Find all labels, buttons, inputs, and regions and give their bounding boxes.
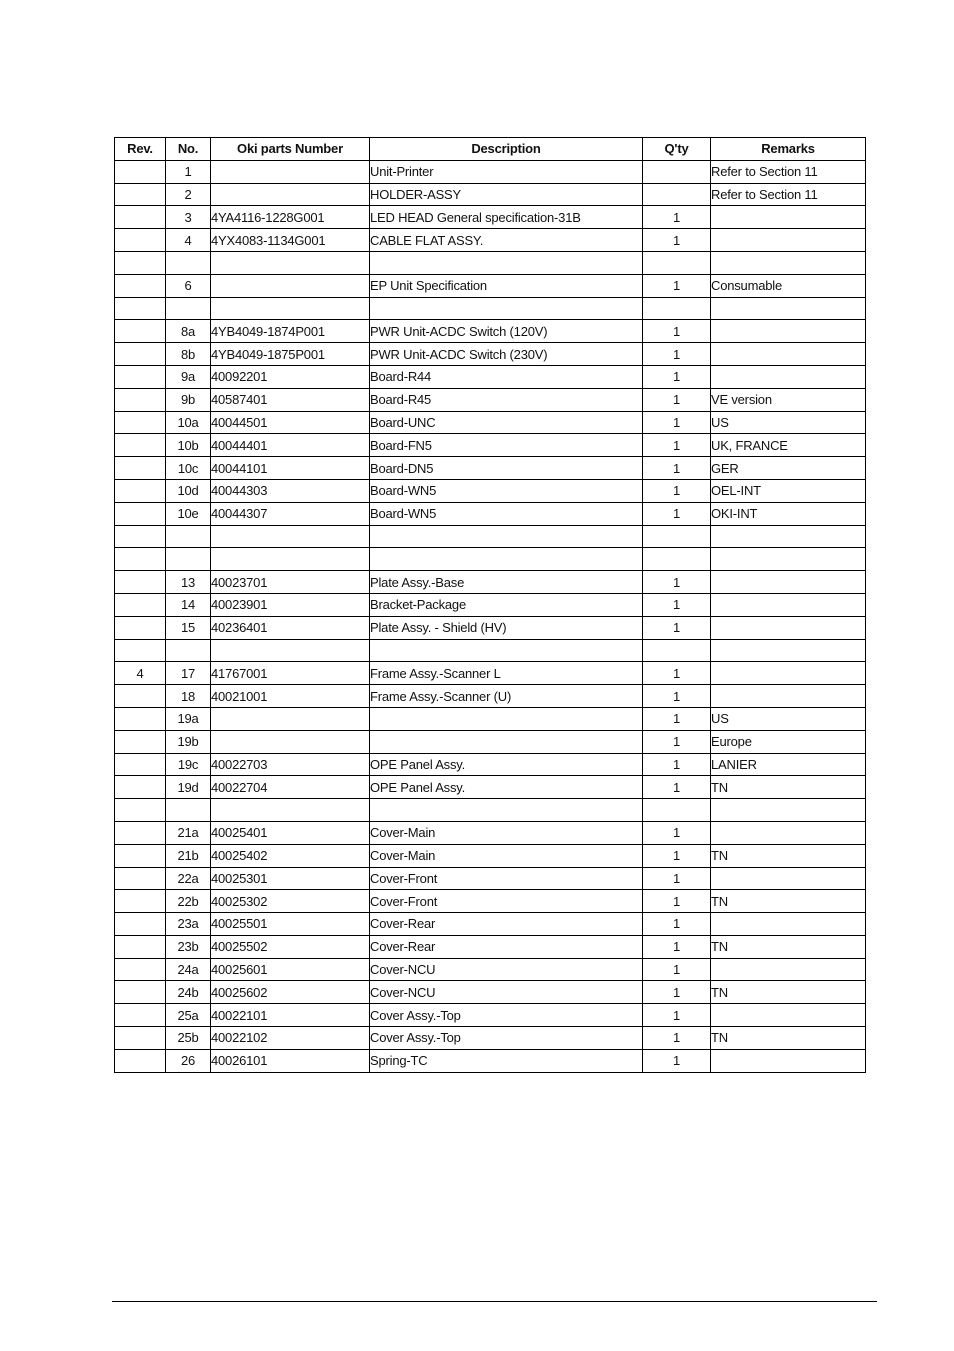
cell-qty: 1 [643, 867, 711, 890]
cell-oki-parts-number: 40587401 [211, 388, 370, 411]
cell-description [370, 548, 643, 571]
table-row [115, 844, 866, 867]
cell-no: 6 [166, 274, 211, 297]
cell-rev [115, 320, 166, 343]
cell-description: OPE Panel Assy. [370, 776, 643, 799]
cell-description [370, 799, 643, 822]
cell-oki-parts-number [211, 274, 370, 297]
cell-remarks [711, 229, 866, 252]
cell-rev [115, 183, 166, 206]
table-row [115, 457, 866, 480]
cell-qty: 1 [643, 1049, 711, 1072]
table-row [115, 251, 866, 274]
cell-rev [115, 844, 166, 867]
cell-description: OPE Panel Assy. [370, 753, 643, 776]
table-row [115, 593, 866, 616]
cell-description: Board-DN5 [370, 457, 643, 480]
footer-rule [112, 1301, 877, 1302]
cell-no: 22b [166, 890, 211, 913]
cell-remarks: VE version [711, 388, 866, 411]
cell-description: CABLE FLAT ASSY. [370, 229, 643, 252]
cell-qty: 1 [643, 593, 711, 616]
cell-remarks [711, 913, 866, 936]
cell-rev [115, 867, 166, 890]
cell-description: Cover-Main [370, 821, 643, 844]
cell-rev [115, 388, 166, 411]
cell-remarks [711, 821, 866, 844]
table-row [115, 206, 866, 229]
header-qty: Q'ty [643, 138, 711, 161]
cell-remarks [711, 571, 866, 594]
cell-no: 1 [166, 160, 211, 183]
cell-oki-parts-number [211, 707, 370, 730]
cell-description: HOLDER-ASSY [370, 183, 643, 206]
table-row [115, 730, 866, 753]
cell-remarks [711, 320, 866, 343]
cell-no: 24b [166, 981, 211, 1004]
cell-no: 26 [166, 1049, 211, 1072]
cell-rev [115, 229, 166, 252]
table-row [115, 343, 866, 366]
cell-remarks [711, 639, 866, 662]
cell-no: 9b [166, 388, 211, 411]
cell-qty: 1 [643, 958, 711, 981]
cell-rev [115, 479, 166, 502]
cell-description: Cover-Front [370, 867, 643, 890]
cell-no: 19c [166, 753, 211, 776]
cell-description: Board-R44 [370, 365, 643, 388]
cell-no: 8b [166, 343, 211, 366]
cell-no: 9a [166, 365, 211, 388]
cell-no: 3 [166, 206, 211, 229]
cell-description: Frame Assy.-Scanner (U) [370, 685, 643, 708]
cell-no: 19b [166, 730, 211, 753]
cell-qty: 1 [643, 935, 711, 958]
cell-no: 25b [166, 1027, 211, 1050]
cell-no [166, 297, 211, 320]
cell-remarks: Refer to Section 11 [711, 160, 866, 183]
table-row [115, 388, 866, 411]
cell-qty: 1 [643, 890, 711, 913]
cell-oki-parts-number: 40025501 [211, 913, 370, 936]
header-oki-parts-number: Oki parts Number [211, 138, 370, 161]
cell-remarks [711, 548, 866, 571]
cell-oki-parts-number: 40023901 [211, 593, 370, 616]
cell-rev [115, 297, 166, 320]
cell-qty: 1 [643, 571, 711, 594]
cell-description: Cover-NCU [370, 958, 643, 981]
cell-qty: 1 [643, 1027, 711, 1050]
cell-remarks [711, 616, 866, 639]
cell-description: Bracket-Package [370, 593, 643, 616]
cell-oki-parts-number: 40022102 [211, 1027, 370, 1050]
table-row [115, 935, 866, 958]
table-row [115, 229, 866, 252]
cell-rev [115, 365, 166, 388]
cell-qty: 1 [643, 274, 711, 297]
table-row [115, 548, 866, 571]
cell-no: 4 [166, 229, 211, 252]
cell-remarks: TN [711, 776, 866, 799]
cell-rev: 4 [115, 662, 166, 685]
cell-oki-parts-number: 4YB4049-1874P001 [211, 320, 370, 343]
cell-rev [115, 799, 166, 822]
cell-rev [115, 160, 166, 183]
cell-description: Board-WN5 [370, 502, 643, 525]
cell-no [166, 251, 211, 274]
cell-rev [115, 1049, 166, 1072]
table-row [115, 867, 866, 890]
cell-qty [643, 160, 711, 183]
table-row [115, 365, 866, 388]
cell-qty: 1 [643, 685, 711, 708]
cell-no: 23b [166, 935, 211, 958]
cell-remarks: UK, FRANCE [711, 434, 866, 457]
cell-rev [115, 206, 166, 229]
cell-oki-parts-number: 4YX4083-1134G001 [211, 229, 370, 252]
cell-remarks [711, 206, 866, 229]
cell-no: 15 [166, 616, 211, 639]
header-remarks: Remarks [711, 138, 866, 161]
cell-rev [115, 1004, 166, 1027]
cell-remarks: OKI-INT [711, 502, 866, 525]
cell-description: Plate Assy. - Shield (HV) [370, 616, 643, 639]
cell-remarks [711, 799, 866, 822]
cell-oki-parts-number: 40025502 [211, 935, 370, 958]
cell-remarks: TN [711, 935, 866, 958]
cell-rev [115, 274, 166, 297]
cell-description: Cover-Front [370, 890, 643, 913]
cell-oki-parts-number: 40044307 [211, 502, 370, 525]
table-row [115, 183, 866, 206]
cell-description [370, 525, 643, 548]
table-row [115, 274, 866, 297]
cell-description [370, 707, 643, 730]
table-row [115, 411, 866, 434]
cell-remarks: TN [711, 890, 866, 913]
cell-description: EP Unit Specification [370, 274, 643, 297]
cell-oki-parts-number: 40025602 [211, 981, 370, 1004]
cell-description: Plate Assy.-Base [370, 571, 643, 594]
cell-oki-parts-number: 40025302 [211, 890, 370, 913]
cell-rev [115, 753, 166, 776]
table-row [115, 434, 866, 457]
cell-oki-parts-number: 40026101 [211, 1049, 370, 1072]
cell-remarks: Europe [711, 730, 866, 753]
cell-oki-parts-number [211, 730, 370, 753]
cell-remarks: TN [711, 1027, 866, 1050]
cell-qty: 1 [643, 343, 711, 366]
cell-qty: 1 [643, 502, 711, 525]
cell-no: 19a [166, 707, 211, 730]
cell-qty [643, 639, 711, 662]
cell-qty: 1 [643, 662, 711, 685]
cell-rev [115, 457, 166, 480]
cell-qty: 1 [643, 411, 711, 434]
cell-qty: 1 [643, 707, 711, 730]
cell-qty [643, 525, 711, 548]
cell-rev [115, 890, 166, 913]
table-row [115, 616, 866, 639]
table-row [115, 685, 866, 708]
cell-qty: 1 [643, 457, 711, 480]
cell-remarks [711, 958, 866, 981]
cell-remarks [711, 251, 866, 274]
table-row [115, 571, 866, 594]
cell-description: Cover-Main [370, 844, 643, 867]
cell-rev [115, 913, 166, 936]
cell-oki-parts-number: 40025301 [211, 867, 370, 890]
cell-rev [115, 593, 166, 616]
cell-description: Board-UNC [370, 411, 643, 434]
cell-rev [115, 958, 166, 981]
cell-description: Board-WN5 [370, 479, 643, 502]
cell-no: 21a [166, 821, 211, 844]
cell-oki-parts-number: 40236401 [211, 616, 370, 639]
cell-no: 22a [166, 867, 211, 890]
cell-oki-parts-number: 40022101 [211, 1004, 370, 1027]
cell-no: 24a [166, 958, 211, 981]
cell-qty: 1 [643, 206, 711, 229]
cell-qty: 1 [643, 844, 711, 867]
cell-no: 10e [166, 502, 211, 525]
cell-no: 10b [166, 434, 211, 457]
cell-qty: 1 [643, 1004, 711, 1027]
cell-description: Frame Assy.-Scanner L [370, 662, 643, 685]
cell-no: 2 [166, 183, 211, 206]
cell-qty [643, 548, 711, 571]
cell-description [370, 297, 643, 320]
cell-description [370, 251, 643, 274]
cell-oki-parts-number: 40044501 [211, 411, 370, 434]
table-row [115, 639, 866, 662]
cell-oki-parts-number [211, 639, 370, 662]
table-row [115, 525, 866, 548]
table-row [115, 776, 866, 799]
cell-rev [115, 502, 166, 525]
cell-rev [115, 707, 166, 730]
cell-description: Cover-Rear [370, 935, 643, 958]
cell-no [166, 525, 211, 548]
table-row [115, 479, 866, 502]
table-row [115, 502, 866, 525]
cell-qty: 1 [643, 434, 711, 457]
cell-no [166, 548, 211, 571]
table-row [115, 1049, 866, 1072]
cell-remarks [711, 365, 866, 388]
cell-remarks: US [711, 411, 866, 434]
cell-qty: 1 [643, 753, 711, 776]
cell-oki-parts-number: 40025401 [211, 821, 370, 844]
cell-remarks [711, 685, 866, 708]
table-row [115, 160, 866, 183]
table-row [115, 821, 866, 844]
cell-remarks [711, 867, 866, 890]
cell-oki-parts-number [211, 183, 370, 206]
cell-oki-parts-number: 40022703 [211, 753, 370, 776]
cell-rev [115, 616, 166, 639]
cell-qty: 1 [643, 388, 711, 411]
cell-rev [115, 639, 166, 662]
cell-oki-parts-number: 40044303 [211, 479, 370, 502]
header-description: Description [370, 138, 643, 161]
table-row [115, 890, 866, 913]
cell-qty [643, 799, 711, 822]
cell-oki-parts-number: 40025601 [211, 958, 370, 981]
cell-no: 23a [166, 913, 211, 936]
cell-no: 18 [166, 685, 211, 708]
cell-rev [115, 251, 166, 274]
table-row [115, 662, 866, 685]
cell-qty: 1 [643, 320, 711, 343]
table-row [115, 297, 866, 320]
table-header-row [115, 138, 866, 161]
cell-description: Cover Assy.-Top [370, 1027, 643, 1050]
cell-qty: 1 [643, 479, 711, 502]
cell-description: PWR Unit-ACDC Switch (230V) [370, 343, 643, 366]
cell-oki-parts-number [211, 160, 370, 183]
cell-no: 10c [166, 457, 211, 480]
cell-description [370, 730, 643, 753]
table-row [115, 320, 866, 343]
cell-qty: 1 [643, 913, 711, 936]
cell-qty: 1 [643, 821, 711, 844]
table-row [115, 1027, 866, 1050]
cell-qty [643, 297, 711, 320]
cell-no: 14 [166, 593, 211, 616]
cell-rev [115, 525, 166, 548]
cell-rev [115, 343, 166, 366]
cell-rev [115, 411, 166, 434]
parts-list-table [114, 137, 866, 1073]
cell-remarks: TN [711, 844, 866, 867]
cell-oki-parts-number: 41767001 [211, 662, 370, 685]
cell-qty [643, 251, 711, 274]
cell-no: 21b [166, 844, 211, 867]
cell-no: 17 [166, 662, 211, 685]
cell-no: 25a [166, 1004, 211, 1027]
cell-remarks: LANIER [711, 753, 866, 776]
cell-no: 8a [166, 320, 211, 343]
cell-description: Board-R45 [370, 388, 643, 411]
table-row [115, 1004, 866, 1027]
header-no: No. [166, 138, 211, 161]
cell-description: Cover-NCU [370, 981, 643, 1004]
cell-oki-parts-number: 40092201 [211, 365, 370, 388]
cell-oki-parts-number [211, 297, 370, 320]
cell-description: Cover-Rear [370, 913, 643, 936]
cell-qty: 1 [643, 981, 711, 1004]
cell-remarks [711, 1004, 866, 1027]
cell-remarks [711, 662, 866, 685]
table-row [115, 753, 866, 776]
cell-oki-parts-number [211, 799, 370, 822]
cell-rev [115, 548, 166, 571]
cell-oki-parts-number [211, 548, 370, 571]
cell-description: Cover Assy.-Top [370, 1004, 643, 1027]
cell-qty: 1 [643, 730, 711, 753]
cell-remarks: Refer to Section 11 [711, 183, 866, 206]
cell-rev [115, 821, 166, 844]
cell-remarks: TN [711, 981, 866, 1004]
cell-rev [115, 730, 166, 753]
header-rev: Rev. [115, 138, 166, 161]
cell-qty: 1 [643, 229, 711, 252]
cell-rev [115, 981, 166, 1004]
cell-no: 13 [166, 571, 211, 594]
cell-qty: 1 [643, 616, 711, 639]
cell-description [370, 639, 643, 662]
cell-remarks: GER [711, 457, 866, 480]
cell-remarks [711, 343, 866, 366]
cell-no [166, 799, 211, 822]
cell-qty [643, 183, 711, 206]
cell-description: Spring-TC [370, 1049, 643, 1072]
cell-no: 19d [166, 776, 211, 799]
cell-oki-parts-number: 40044401 [211, 434, 370, 457]
cell-remarks [711, 593, 866, 616]
cell-rev [115, 685, 166, 708]
cell-oki-parts-number: 40025402 [211, 844, 370, 867]
cell-oki-parts-number: 40023701 [211, 571, 370, 594]
cell-oki-parts-number [211, 525, 370, 548]
cell-oki-parts-number: 4YA4116-1228G001 [211, 206, 370, 229]
cell-oki-parts-number: 40021001 [211, 685, 370, 708]
cell-remarks: Consumable [711, 274, 866, 297]
table-row [115, 707, 866, 730]
cell-rev [115, 1027, 166, 1050]
cell-rev [115, 776, 166, 799]
cell-description: Unit-Printer [370, 160, 643, 183]
table-row [115, 981, 866, 1004]
cell-oki-parts-number: 4YB4049-1875P001 [211, 343, 370, 366]
cell-rev [115, 571, 166, 594]
cell-oki-parts-number: 40022704 [211, 776, 370, 799]
table-row [115, 799, 866, 822]
cell-qty: 1 [643, 776, 711, 799]
cell-remarks [711, 1049, 866, 1072]
cell-description: Board-FN5 [370, 434, 643, 457]
cell-oki-parts-number [211, 251, 370, 274]
cell-no: 10d [166, 479, 211, 502]
table-row [115, 958, 866, 981]
cell-no: 10a [166, 411, 211, 434]
cell-description: PWR Unit-ACDC Switch (120V) [370, 320, 643, 343]
cell-no [166, 639, 211, 662]
cell-remarks [711, 297, 866, 320]
cell-qty: 1 [643, 365, 711, 388]
cell-remarks: US [711, 707, 866, 730]
table-row [115, 913, 866, 936]
cell-remarks [711, 525, 866, 548]
cell-description: LED HEAD General specification-31B [370, 206, 643, 229]
cell-oki-parts-number: 40044101 [211, 457, 370, 480]
cell-remarks: OEL-INT [711, 479, 866, 502]
table-body [115, 160, 866, 1072]
cell-rev [115, 935, 166, 958]
cell-rev [115, 434, 166, 457]
